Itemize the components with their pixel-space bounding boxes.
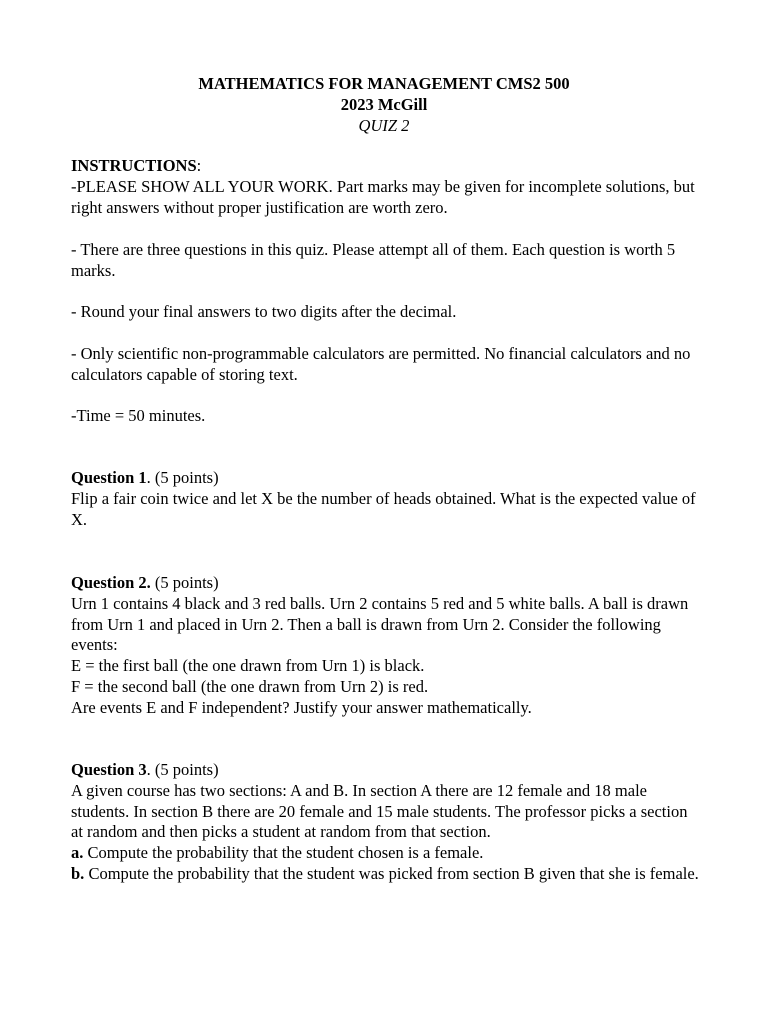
question-event-e: E = the first ball (the one drawn from Urn 1) is black.: [71, 656, 425, 676]
quiz-title: QUIZ 2: [358, 115, 410, 135]
question-1: [71, 468, 701, 530]
instructions-colon: :: [196, 156, 202, 175]
question-text: A given course has two sections: A and B. In section A there are 12 female and 18 male students. In section B there are 20 female and 15 male students. The professor picks a section at random and then picks a student at random from that section.: [71, 780, 688, 842]
question-title: Question 1: [71, 468, 147, 487]
question-event-f: F = the second ball (the one drawn from Urn 2) is red.: [71, 676, 429, 696]
part-label: a.: [71, 843, 84, 863]
instruction-item: - There are three questions in this quiz. Please attempt all of them. Each question is worth 5 marks.: [71, 240, 676, 280]
instruction-item: - Round your final answers to two digits after the decimal.: [71, 302, 457, 321]
instruction-item-block: [71, 302, 701, 323]
question-points: . (5 points): [146, 468, 219, 487]
instruction-item: - Only scientific non-programmable calculators are permitted. No financial calculators and no calculators capable of storing text.: [71, 344, 691, 384]
question-points: . (5 points): [146, 760, 219, 779]
question-part-b: [71, 864, 701, 885]
question-points: (5 points): [150, 573, 219, 592]
part-label: b.: [71, 863, 85, 883]
course-year: 2023 McGill: [340, 94, 428, 114]
question-title: Question 2.: [71, 573, 151, 592]
instruction-item: -PLEASE SHOW ALL YOUR WORK. Part marks may be given for incomplete solutions, but right answers without proper justification are worth zero.: [71, 176, 695, 217]
instruction-item: -Time = 50 minutes.: [71, 406, 206, 425]
part-text: Compute the probability that the student chosen is a female.: [83, 843, 484, 863]
instruction-item-block: [71, 406, 701, 427]
question-text: Flip a fair coin twice and let X be the number of heads obtained. What is the expected value of X.: [71, 488, 696, 529]
instructions-section: [71, 156, 701, 218]
course-title: MATHEMATICS FOR MANAGEMENT CMS2 500: [198, 74, 570, 93]
question-part-a: [71, 843, 701, 864]
question-heading: [71, 760, 701, 781]
question-heading: [71, 573, 701, 594]
question-title: Question 3: [71, 760, 147, 779]
part-text: Compute the probability that the student was picked from section B given that she is female.: [84, 863, 699, 883]
question-text: Urn 1 contains 4 black and 3 red balls. Urn 2 contains 5 red and 5 white balls. A ball is drawn from Urn 1 and placed in Urn 2. Then a ball is drawn from Urn 2. Consider the following events:: [71, 593, 689, 655]
document-header: [0, 74, 768, 136]
instruction-item-block: [71, 344, 701, 386]
question-2: [71, 573, 701, 719]
instructions-heading: INSTRUCTIONS: [71, 156, 197, 175]
instruction-item-block: [71, 240, 701, 282]
question-3: [71, 760, 701, 885]
question-heading: [71, 468, 701, 489]
instructions-heading-line: [71, 156, 701, 177]
question-prompt: Are events E and F independent? Justify your answer mathematically.: [71, 697, 532, 717]
